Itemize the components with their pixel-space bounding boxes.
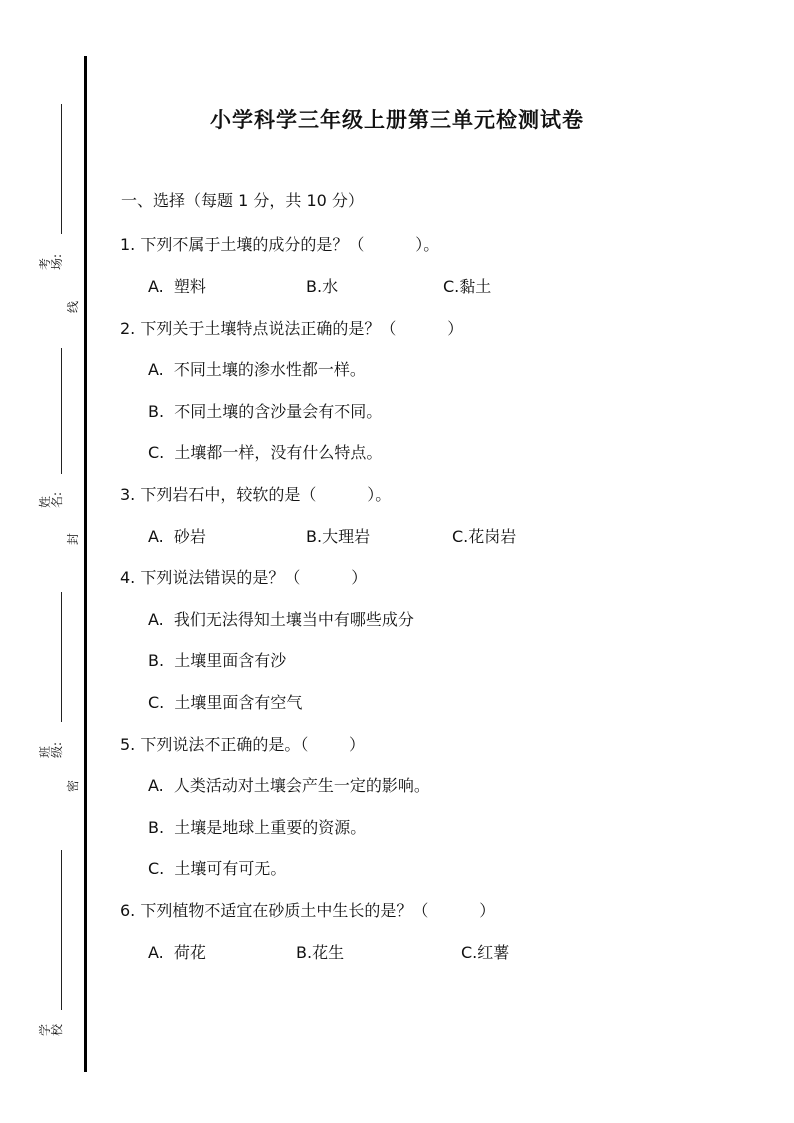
section-heading: 一、选择（每题 1 分，共 10 分） [121,191,364,210]
question-4-option-c: C. 土壤里面含有空气 [148,693,303,712]
seal-char-secret: 密 [66,780,80,793]
question-4: 4. 下列说法错误的是？（ ） [120,568,368,587]
class-blank [61,592,62,722]
name-label: 姓名: [38,491,64,508]
question-5: 5. 下列说法不正确的是。（ ） [120,735,366,754]
question-1-option-b: B.水 [306,277,339,296]
question-2-option-c: C. 土壤都一样，没有什么特点。 [148,443,383,462]
question-3-option-c: C.花岗岩 [452,527,517,546]
question-3-option-b: B.大理岩 [306,527,371,546]
exam-room-label: 考场: [38,253,64,270]
question-3-option-a: A. 砂岩 [148,527,206,546]
question-1: 1. 下列不属于土壤的成分的是？（ ）。 [120,235,440,254]
question-2-option-a: A. 不同土壤的渗水性都一样。 [148,360,366,379]
question-4-option-b: B. 土壤里面含有沙 [148,651,287,670]
question-2-option-b: B. 不同土壤的含沙量会有不同。 [148,402,383,421]
question-5-option-a: A. 人类活动对土壤会产生一定的影响。 [148,776,430,795]
question-4-option-a: A. 我们无法得知土壤当中有哪些成分 [148,610,414,629]
question-6-option-a: A. 荷花 [148,943,206,962]
binding-line [84,56,87,1072]
question-1-option-c: C.黏土 [443,277,492,296]
question-6: 6. 下列植物不适宜在砂质土中生长的是？（ ） [120,901,496,920]
seal-char-seal: 封 [66,533,80,546]
question-6-option-c: C.红薯 [461,943,510,962]
question-1-option-a: A. 塑料 [148,277,206,296]
question-5-option-c: C. 土壤可有可无。 [148,859,287,878]
school-label: 学校 [38,1023,64,1036]
name-blank [61,348,62,474]
question-2: 2. 下列关于土壤特点说法正确的是？（ ） [120,319,464,338]
question-3: 3. 下列岩石中，较软的是（ ）。 [120,485,392,504]
question-5-option-b: B. 土壤是地球上重要的资源。 [148,818,367,837]
seal-char-line: 线 [66,301,80,314]
page-title: 小学科学三年级上册第三单元检测试卷 [210,107,584,132]
class-label: 班级: [38,741,64,758]
school-blank [61,850,62,1010]
question-6-option-b: B.花生 [296,943,345,962]
